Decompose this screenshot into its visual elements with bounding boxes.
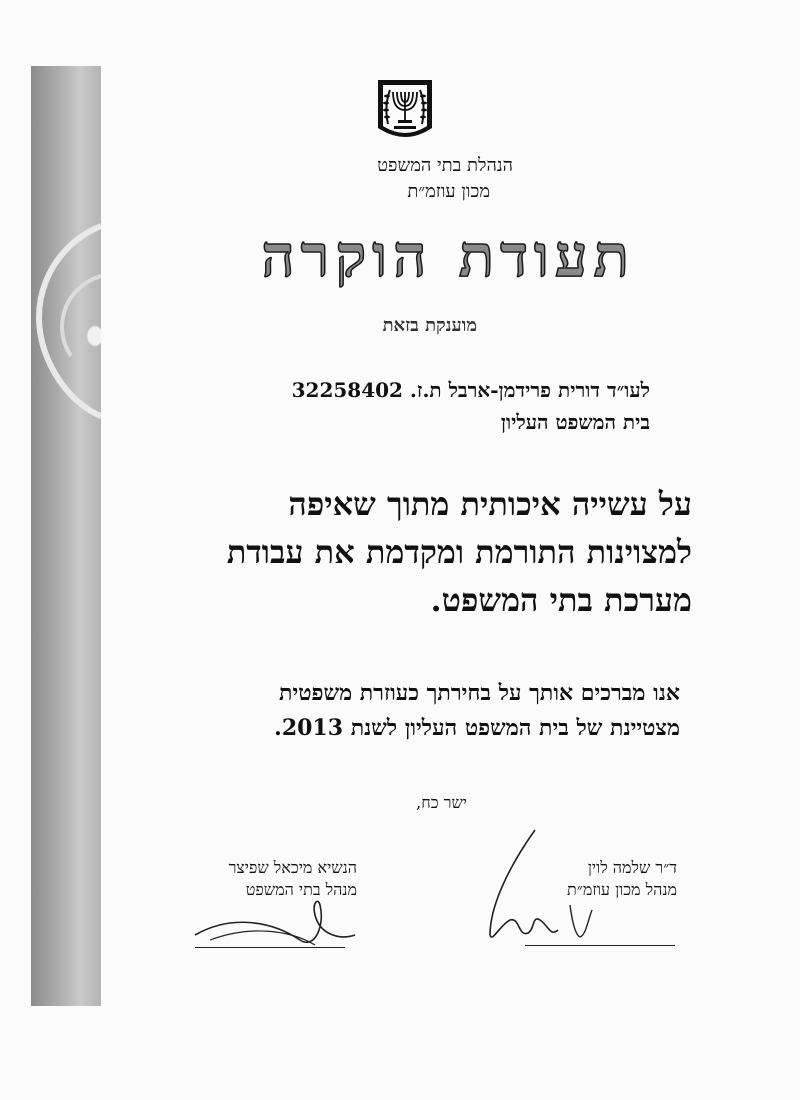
left-signatory-role: מנהל בתי המשפט	[245, 880, 357, 899]
reason-line: מערכת בתי המשפט.	[430, 581, 692, 619]
organization-name: הנהלת בתי המשפט	[377, 155, 513, 176]
congratulations-line: מצטיינת של בית המשפט העליון לשנת 2013.	[274, 715, 680, 741]
reason-line: על עשייה איכותית מתוך שאיפה	[288, 485, 692, 523]
right-signature-line	[525, 945, 675, 946]
right-signatory-role: מנהל מכון עוזמ״ת	[567, 880, 677, 899]
awarded-to-label: מוענקת בזאת	[382, 315, 477, 336]
decorative-side-band	[31, 66, 101, 1006]
state-emblem-icon	[372, 76, 438, 146]
certificate-title: תעודת הוקרה	[261, 222, 635, 290]
left-signature-line	[195, 947, 345, 948]
court-line: בית המשפט העליון	[500, 410, 650, 434]
reason-line: למצוינות התורמת ומקדמת את עבודת	[226, 533, 692, 571]
left-signature-scribble	[190, 895, 360, 955]
institute-name: מכון עוזמ״ת	[407, 181, 490, 202]
congratulations-line: אנו מברכים אותך על בחירתך כעוזרת משפטית	[279, 680, 680, 706]
left-signatory-name: הנשיא מיכאל שפיצר	[228, 858, 357, 877]
swirl-decoration-icon	[31, 216, 101, 436]
closing-text: ישר כח,	[416, 793, 467, 812]
right-signatory-name: ד״ר שלמה לוין	[587, 858, 677, 877]
right-signature-scribble	[480, 825, 610, 950]
recipient-line: לעו״ד דורית פרידמן-ארבל ת.ז. 32258402	[291, 378, 650, 402]
